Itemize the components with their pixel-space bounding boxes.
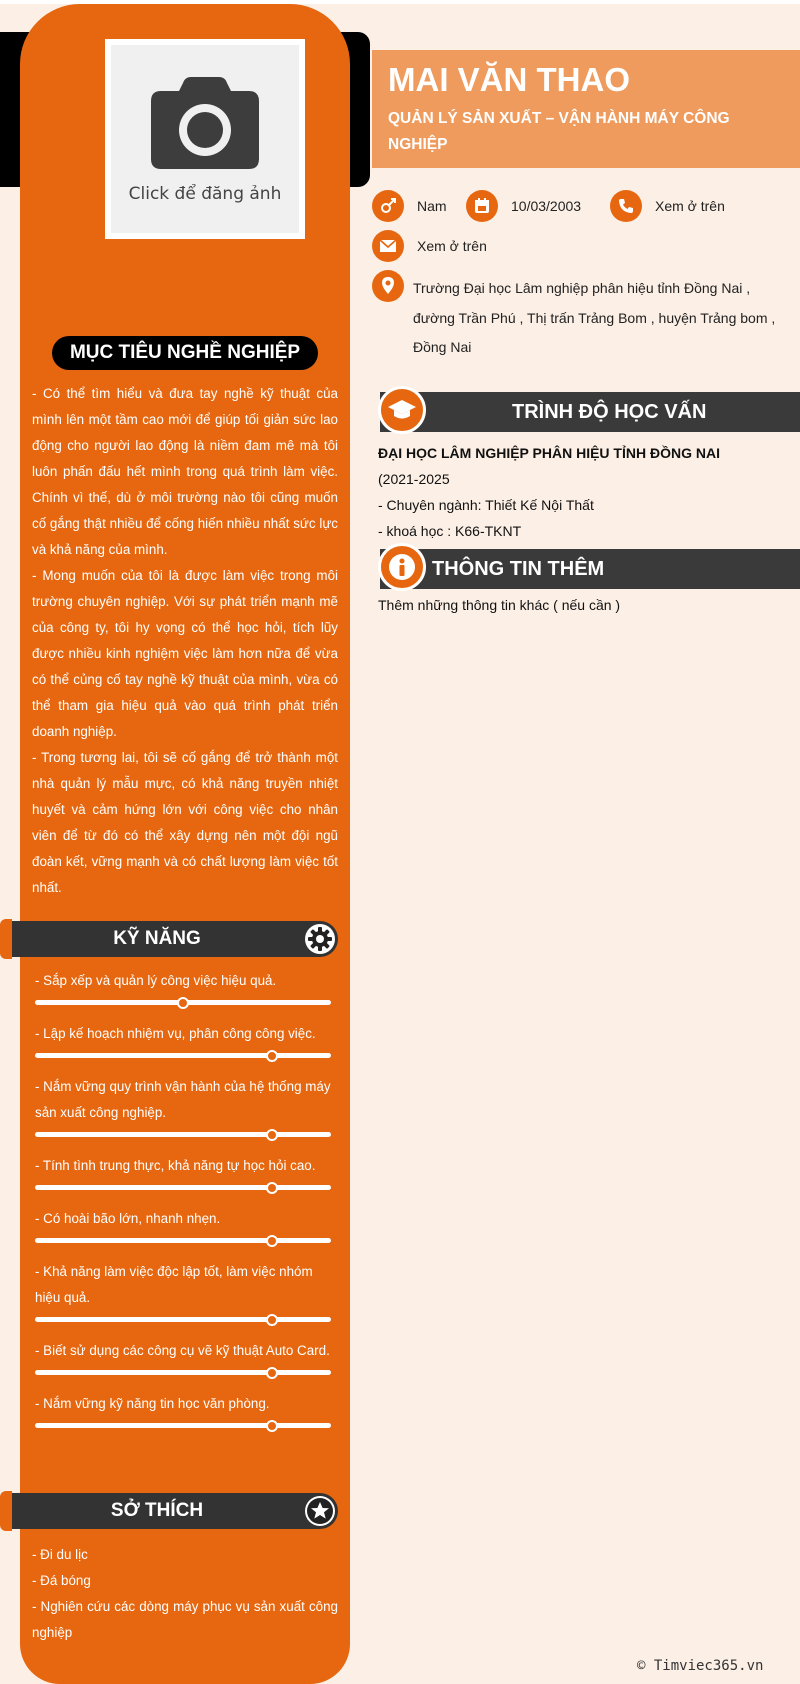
skill-item (35, 1021, 331, 1058)
hobbies-title: SỞ THÍCH (110, 1500, 204, 1521)
extra-info-text[interactable]: Thêm những thông tin khác ( nếu cần ) (378, 597, 621, 613)
skills-title: KỸ NĂNG (113, 928, 201, 949)
hobbies-header (12, 1493, 338, 1529)
star-icon (305, 1496, 335, 1526)
address-value[interactable]: Trường Đại học Lâm nghiệp phân hiệu tỉnh Đồng Nai , đường Trần Phú , Thị trấn Trảng Bom , huyện Trảng bom , Đồng Nai (413, 280, 776, 355)
skills-header (12, 921, 338, 957)
watermark: © Timviec365.vn (637, 1658, 764, 1674)
phone-value[interactable]: Xem ở trên (655, 198, 725, 214)
study-period[interactable]: (2021-2025 (378, 471, 450, 487)
email-row (372, 230, 487, 262)
skill-item (35, 968, 331, 1005)
left-sidebar (20, 4, 350, 1684)
skill-text: - Khả năng làm việc độc lập tốt, làm việc nhóm hiệu quả. (35, 1264, 313, 1305)
education-entry (378, 440, 798, 544)
birthday-value[interactable]: 10/03/2003 (511, 198, 582, 214)
skill-item (35, 1153, 331, 1190)
skill-level-bar (35, 1053, 331, 1058)
extra-info-title: THÔNG TIN THÊM (432, 557, 605, 580)
gender-icon (372, 190, 404, 222)
phone-icon (610, 190, 642, 222)
skill-text: - Biết sử dụng các công cụ vẽ kỹ thuật Auto Card. (35, 1343, 330, 1358)
skill-item (35, 1338, 331, 1375)
skill-level-knob (177, 997, 189, 1009)
skills-list (35, 968, 331, 1444)
extra-info-header (380, 549, 800, 589)
hobbies-list (32, 1542, 338, 1646)
education-header (380, 392, 800, 432)
header-tab (0, 1491, 12, 1531)
avatar-upload[interactable] (105, 39, 305, 239)
name-header (372, 50, 800, 168)
skill-text: - Sắp xếp và quản lý công việc hiệu quả. (35, 973, 277, 988)
candidate-name[interactable]: MAI VĂN THAO (388, 61, 630, 98)
gear-icon (305, 924, 335, 954)
hobby-item: - Đi du lịc (32, 1547, 88, 1562)
phone-row (610, 190, 725, 222)
skill-level-knob (266, 1420, 278, 1432)
skill-level-knob (266, 1129, 278, 1141)
calendar-icon (466, 190, 498, 222)
skill-level-bar (35, 1132, 331, 1137)
skill-level-bar (35, 1238, 331, 1243)
objective-text (32, 381, 338, 901)
skill-item (35, 1206, 331, 1243)
skill-text: - Tính tình trung thực, khả năng tự học hỏi cao. (35, 1158, 316, 1173)
objective-paragraph: - Trong tương lai, tôi sẽ cố gắng để trở thành một nhà quản lý mẫu mực, có khả năng truyền nhiệt huyết và cảm hứng lớn với công việc cho nhân viên để từ đó có thể xây dựng nên một đội ngũ đoàn kết, vững mạnh và có chất lượng làm việc tốt nhất. (32, 750, 338, 895)
skill-level-knob (266, 1314, 278, 1326)
hobby-item: - Đá bóng (32, 1573, 91, 1588)
address-row (372, 270, 404, 302)
objective-paragraph: - Có thể tìm hiểu và đưa tay nghề kỹ thuật của mình lên một tầm cao mới để giúp tối giản sức lao động cho người lao động là niềm đam mê mà tôi luôn phấn đấu hết mình trong quá trình làm việc. Chính vì thế, dù ở môi trường nào tôi cũng muốn cố gắng thật nhiều để cống hiến nhiều nhất sức lực và khả năng của mình. (32, 386, 338, 557)
skill-level-bar (35, 1185, 331, 1190)
skill-item (35, 1074, 331, 1137)
skill-item (35, 1259, 331, 1322)
skill-text: - Lập kế hoạch nhiệm vụ, phân công công việc. (35, 1026, 316, 1041)
skill-text: - Nắm vững quy trình vận hành của hệ thống máy sản xuất công nghiệp. (35, 1079, 331, 1120)
objective-title: MỤC TIÊU NGHỀ NGHIỆP (52, 336, 318, 370)
gender-value[interactable]: Nam (417, 198, 447, 214)
major[interactable]: - Chuyên ngành: Thiết Kế Nội Thất (378, 497, 594, 513)
camera-icon (149, 75, 261, 176)
education-title: TRÌNH ĐỘ HỌC VẤN (512, 400, 707, 423)
email-value[interactable]: Xem ở trên (417, 238, 487, 254)
header-tab (0, 919, 12, 959)
skill-level-bar (35, 1370, 331, 1375)
skill-text: - Có hoài bão lớn, nhanh nhẹn. (35, 1211, 221, 1226)
school-name[interactable]: ĐẠI HỌC LÂM NGHIỆP PHÂN HIỆU TỈNH ĐỒNG NAI (378, 445, 720, 461)
info-icon (378, 543, 426, 591)
avatar-placeholder[interactable] (111, 45, 299, 233)
envelope-icon (372, 230, 404, 262)
course[interactable]: - khoá học : K66-TKNT (378, 523, 522, 539)
skill-level-knob (266, 1050, 278, 1062)
job-title[interactable]: QUẢN LÝ SẢN XUẤT – VẬN HÀNH MÁY CÔNG NGHIỆP (388, 110, 730, 153)
skill-level-knob (266, 1367, 278, 1379)
hobby-item: - Nghiên cứu các dòng máy phục vụ sản xuất công nghiệp (32, 1599, 338, 1640)
photo-caption: Click để đăng ảnh (128, 183, 282, 204)
skill-level-bar (35, 1423, 331, 1428)
objective-paragraph: - Mong muốn của tôi là được làm việc trong môi trường chuyên nghiệp. Với sự phát triển mạnh mẽ của công ty, tôi hy vọng có thể học hỏi, tích lũy được nhiều kinh nghiệm việc làm hơn nữa để vừa có thể củng cố tay nghề kỹ thuật của mình, vừa có thể tham gia hiệu quả vào quá trình phát triển doanh nghiệp. (32, 568, 338, 739)
map-pin-icon (372, 270, 404, 302)
skill-text: - Nắm vững kỹ năng tin học văn phòng. (35, 1396, 270, 1411)
graduation-cap-icon (378, 386, 426, 434)
skill-level-knob (266, 1182, 278, 1194)
skill-level-knob (266, 1235, 278, 1247)
skill-level-bar (35, 1000, 331, 1005)
birthday-row (466, 190, 581, 222)
skill-level-bar (35, 1317, 331, 1322)
gender-row (372, 190, 447, 222)
skill-item (35, 1391, 331, 1428)
